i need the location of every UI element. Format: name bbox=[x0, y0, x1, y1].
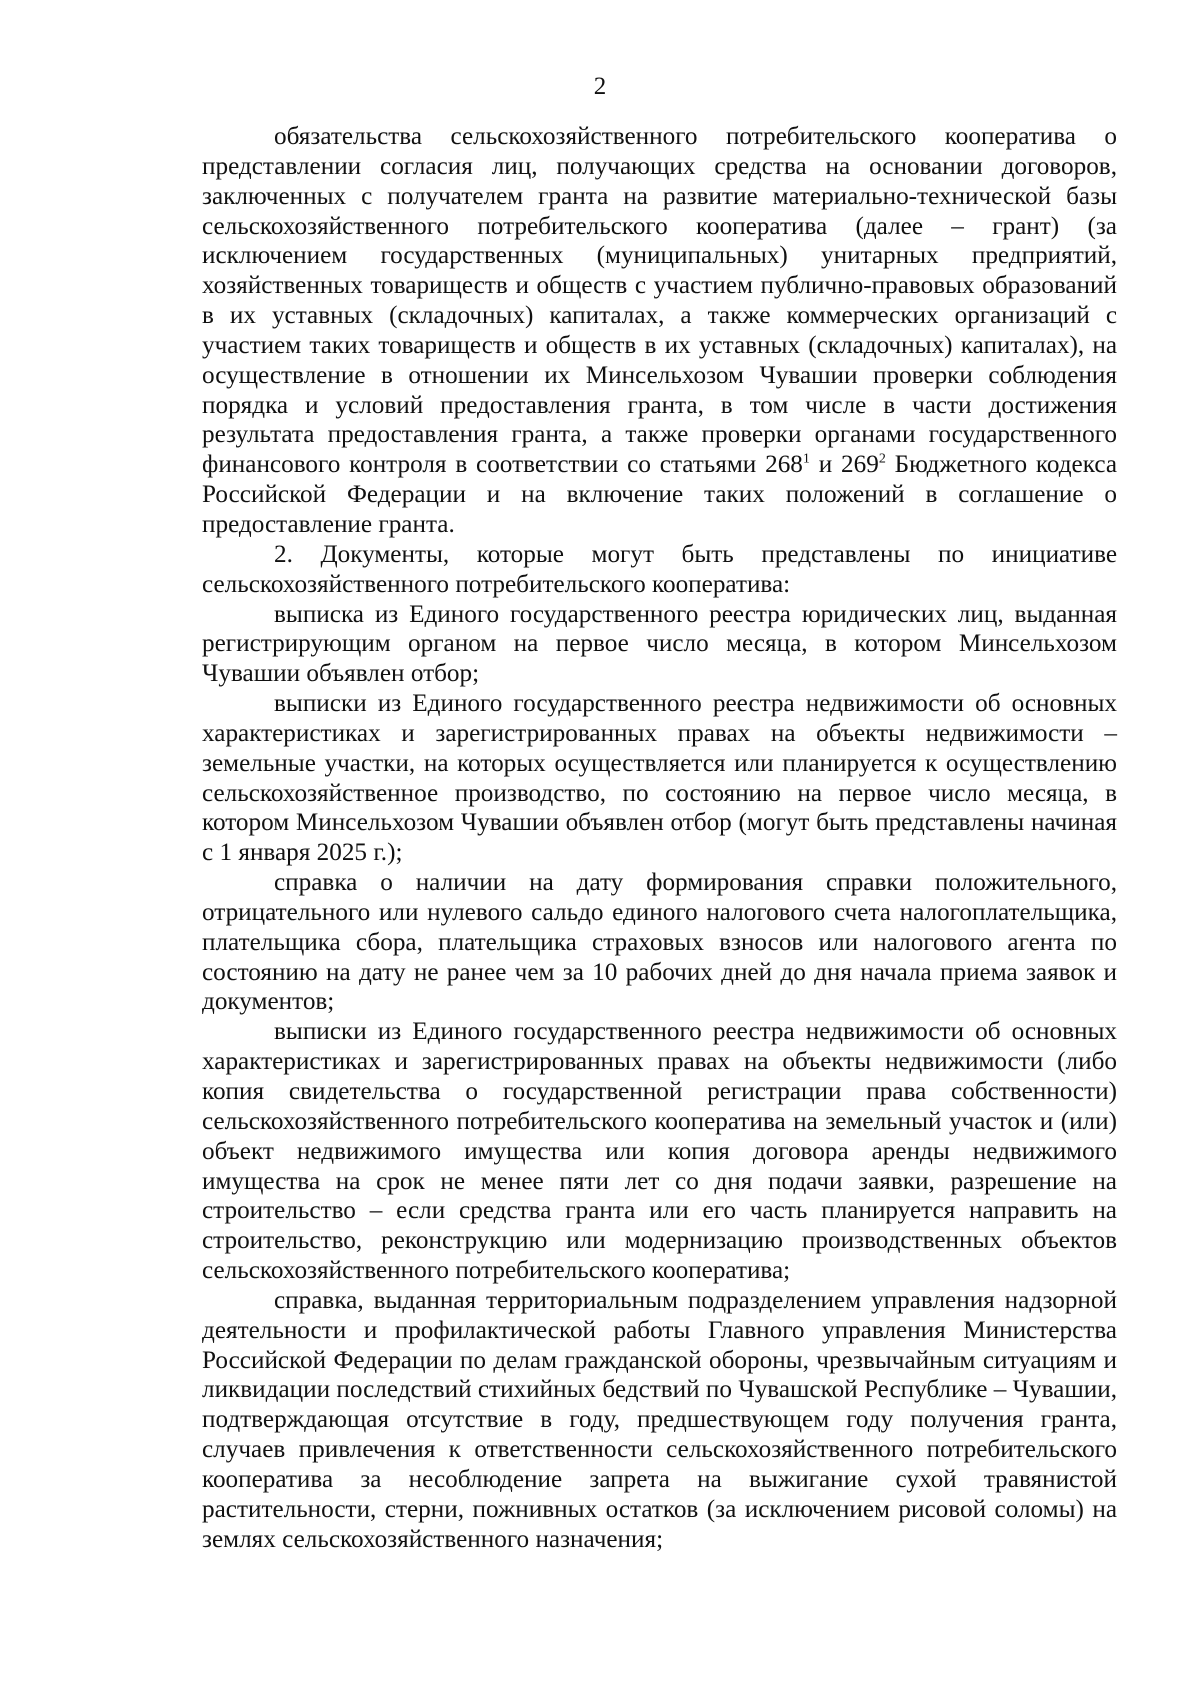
paragraph-obligation: обязательства сельскохозяйственного потребительского кооператива о представлении согласия лиц, получающих средства на основании договоров, заключенных с получателем гранта на развитие материально-технической базы сельскохозяйственного потребительского кооператива (далее – грант) (за исключением государственных (муниципальных) унитарных предприятий, хозяйственных товариществ и обществ с участием публично-правовых образований в их уставных (складочных) капиталах, а также коммерческих организаций с участием таких товариществ и обществ в их уставных (складочных) капиталах), на осуществление в отношении их Минсельхозом Чувашии проверки соблюдения порядка и условий предоставления гранта, в том числе в части достижения результата предоставления гранта, а также проверки органами государственного финансового контроля в соответствии со статьями $268^1$ и $269^2$ Бюджетного кодекса Российской Федерации и на включение таких положений в соглашение о предоставление гранта. bbox=[202, 123, 1117, 538]
paragraph-documents-heading: 2. Документы, которые могут быть представлены по инициативе сельскохозяйственного потребительского кооператива: bbox=[202, 540, 1117, 598]
superscript-2: 2 bbox=[878, 451, 886, 467]
page-number: 2 bbox=[593, 73, 607, 100]
paragraph-egrn-property-extract: выписки из Единого государственного реестра недвижимости об основных характеристиках и зарегистрированных правах на объекты недвижимости (либо копия свидетельства о государственной регистрации права собственности) сельскохозяйственного потребительского кооператива на земельный участок и (или) объект недвижимого имущества или копия договора аренды недвижимого имущества на срок не менее пяти лет со дня подачи заявки, разрешение на строительство – если средства гранта или его часть планируется направить на строительство, реконструкцию или модернизацию производственных объектов сельскохозяйственного потребительского кооператива; bbox=[202, 1018, 1117, 1285]
paragraph-tax-certificate: справка о наличии на дату формирования справки положительного, отрицательного или нулевого сальдо единого налогового счета налогоплательщика, плательщика сбора, плательщика страховых взносов или налогового агента по состоянию на дату не ранее чем за 10 рабочих дней до дня начала приема заявок и документов; bbox=[202, 869, 1117, 1016]
paragraph-egrul-extract: выписка из Единого государственного реестра юридических лиц, выданная регистрирующим органом на первое число месяца, в котором Минсельхозом Чувашии объявлен отбор; bbox=[202, 600, 1117, 688]
paragraph-egrn-land-extract: выписки из Единого государственного реестра недвижимости об основных характеристиках и зарегистрированных правах на объекты недвижимости – земельные участки, на которых осуществляется или планируется к осуществлению сельскохозяйственное производство, по состоянию на первое число месяца, в котором Минсельхозом Чувашии объявлен отбор (могут быть представлены начиная с 1 января 2025 г.); bbox=[202, 690, 1117, 867]
paragraph-fire-safety-certificate: справка, выданная территориальным подразделением управления надзорной деятельности и профилактической работы Главного управления Министерства Российской Федерации по делам гражданской обороны, чрезвычайным ситуациям и ликвидации последствий стихийных бедствий по Чувашской Республике – Чувашии, подтверждающая отсутствие в году, предшествующем году получения гранта, случаев привлечения к ответственности сельскохозяйственного потребительского кооператива за несоблюдение запрета на выжигание сухой травянистой растительности, стерни, пожнивных остатков (за исключением рисовой соломы) на землях сельскохозяйственного назначения; bbox=[202, 1286, 1117, 1553]
document-body bbox=[202, 122, 1117, 1555]
superscript-1: 1 bbox=[802, 451, 810, 467]
